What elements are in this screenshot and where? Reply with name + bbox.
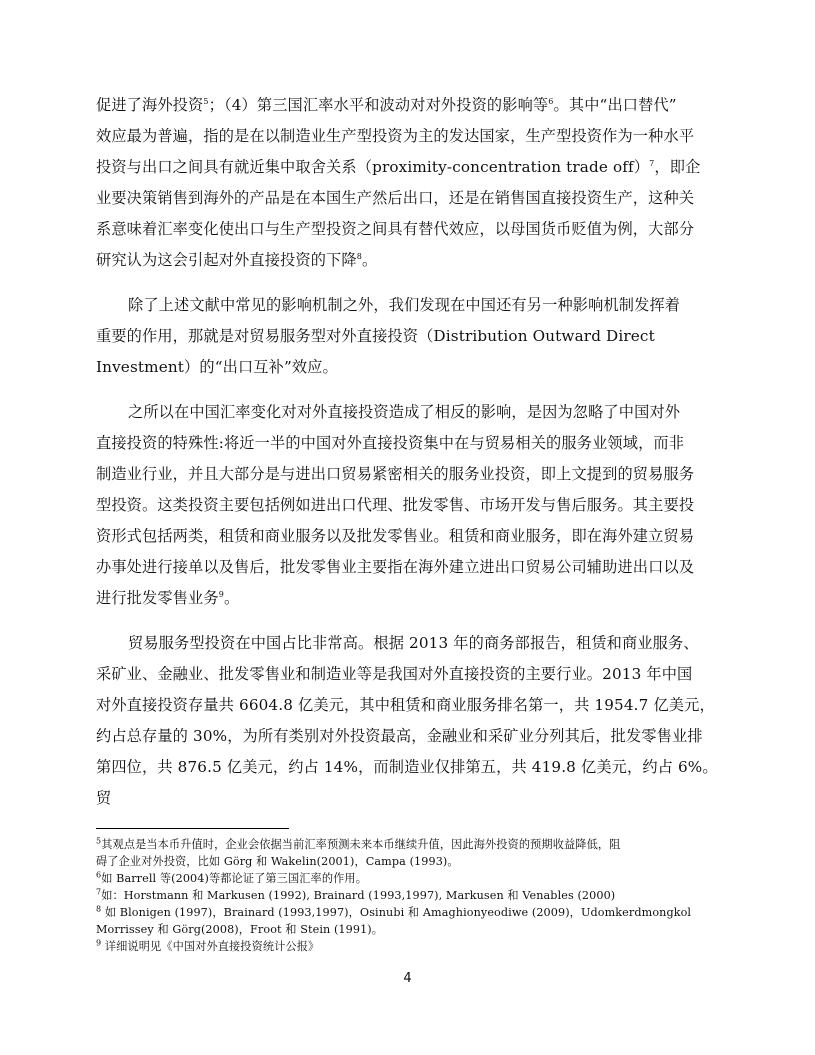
footnote-9: $^9$ 详细说明见《中国对外直接投资统计公报》 [96, 938, 320, 953]
line: 重要的作用，那就是对贸易服务型对外直接投资（Distribution Outward Direct [96, 327, 655, 345]
line: 资形式包括两类，租赁和商业服务以及批发零售业。租赁和商业服务，即在海外建立贸易 [96, 527, 695, 545]
line: 型投资。这类投资主要包括例如进出口代理、批发零售、市场开发与售后服务。其主要投 [96, 496, 695, 514]
line: 直接投资的特殊性:将近一半的中国对外直接投资集中在与贸易相关的服务业领域，而非 [96, 434, 685, 452]
paragraph-1 [96, 90, 718, 276]
footnote-6: $^6$如 Barrell 等(2004)等都论证了第三国汇率的作用。 [96, 870, 367, 885]
footnote-ref[interactable]: 7 [649, 158, 655, 168]
line: 促进了海外投资$^5$；（4）第三国汇率水平和波动对对外投资的影响等$^6$。其中“出口替代” [96, 96, 677, 114]
line: 除了上述文献中常见的影响机制之外，我们发现在中国还有另一种影响机制发挥着 [128, 296, 681, 314]
line: 研究认为这会引起对外直接投资的下降$^8$。 [96, 251, 378, 269]
footnote-ref[interactable]: 8 [356, 251, 362, 261]
line: Investment）的“出口互补”效应。 [96, 358, 338, 376]
footnote-ref[interactable]: 5 [203, 96, 209, 106]
line: 业要决策销售到海外的产品是在本国生产然后出口，还是在销售国直接投资生产，这种关 [96, 189, 695, 207]
line: 约占总存量的 30%，为所有类别对外投资最高，金融业和采矿业分列其后，批发零售业排 [96, 727, 703, 745]
line: 进行批发零售业务$^9$。 [96, 589, 240, 607]
line: 第四位，共 876.5 亿美元，约占 14%，而制造业仅排第五，共 419.8 亿美元，约占 6%。贸 [96, 758, 718, 807]
paragraph-2 [96, 290, 718, 383]
line: 对外直接投资存量共 6604.8 亿美元，其中租赁和商业服务排名第一，共 1954.7 亿美元， [96, 696, 715, 714]
footnote-5: $^5$其观点是当本币升值时，企业会依据当前汇率预测未来本币继续升值，因此海外投资的预期收益降低，阻 碍了企业对外投资，比如 Görg 和 Wakelin(2001)，Campa (1993)。 [96, 836, 621, 868]
line: 采矿业、金融业、批发零售业和制造业等是我国对外直接投资的主要行业。2013 年中国 [96, 665, 693, 683]
line: 投资与出口之间具有就近集中取舍关系（proximity-concentration trade off）$^7$，即企 [96, 158, 701, 176]
paragraph-3 [96, 397, 718, 614]
line: 制造业行业，并且大部分是与进出口贸易紧密相关的服务业投资，即上文提到的贸易服务 [96, 465, 695, 483]
footnote-ref[interactable]: 9 [218, 589, 224, 599]
footnote-ref[interactable]: 6 [548, 96, 554, 106]
footnote-7: $^7$如：Horstmann 和 Markusen (1992), Brainard (1993,1997), Markusen 和 Venables (2000) [96, 887, 616, 902]
footnotes [96, 836, 718, 955]
line: 效应最为普遍，指的是在以制造业生产型投资为主的发达国家，生产型投资作为一种水平 [96, 127, 695, 145]
line: 系意味着汇率变化使出口与生产型投资之间具有替代效应，以母国货币贬值为例，大部分 [96, 220, 695, 238]
line: 之所以在中国汇率变化对对外直接投资造成了相反的影响，是因为忽略了中国对外 [128, 403, 681, 421]
line: 贸易服务型投资在中国占比非常高。根据 2013 年的商务部报告，租赁和商业服务、 [128, 634, 699, 652]
paragraph-4 [96, 628, 718, 814]
page-number: 4 [403, 971, 412, 986]
footnote-8: $^8$ 如 Blonigen (1997)，Brainard (1993,1997)，Osinubi 和 Amaghionyeodiwe (2009)，Udomkerdmongkol Morrissey 和 Görg(2008)，Froot 和 Stein (1991)。 [96, 904, 692, 936]
footnote-separator [96, 828, 289, 829]
line: 办事处进行接单以及售后，批发零售业主要指在海外建立进出口贸易公司辅助进出口以及 [96, 558, 695, 576]
